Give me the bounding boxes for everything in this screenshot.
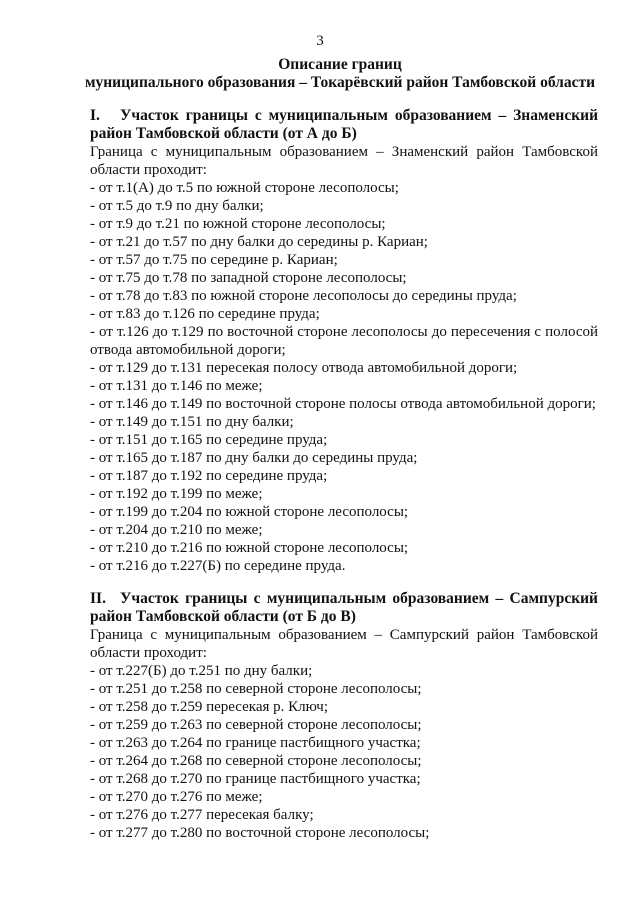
list-item: - от т.5 до т.9 по дну балки; [90,198,264,214]
section-intro: Граница с муниципальным образованием – Сампурский район Тамбовской области проходит: [90,627,598,661]
list-item: - от т.21 до т.57 по дну балки до середины р. Кариан; [90,234,428,250]
list-item: - от т.227(Б) до т.251 по дну балки; [90,663,313,679]
document-title-line-2: муниципального образования – Токарёвский район Тамбовской области [84,74,596,91]
list-item: - от т.149 до т.151 по дну балки; [90,414,294,430]
list-item: - от т.199 до т.204 по южной стороне лесополосы; [90,504,409,520]
list-item: - от т.264 до т.268 по северной стороне лесополосы; [90,753,422,769]
list-item: - от т.270 до т.276 по меже; [90,789,263,805]
list-item: - от т.251 до т.258 по северной стороне лесополосы; [90,681,422,697]
list-item: - от т.83 до т.126 по середине пруда; [90,306,320,322]
list-item: - от т.258 до т.259 пересекая р. Ключ; [90,699,329,715]
section-intro: Граница с муниципальным образованием – Знаменский район Тамбовской области проходит: [90,144,598,178]
list-item: - от т.165 до т.187 по дну балки до середины пруда; [90,450,418,466]
list-item: - от т.131 до т.146 по меже; [90,378,263,394]
list-item: - от т.9 до т.21 по южной стороне лесополосы; [90,216,386,232]
list-item: - от т.259 до т.263 по северной стороне лесополосы; [90,717,422,733]
list-item: - от т.276 до т.277 пересекая балку; [90,807,314,823]
section-heading-text: Участок границы с муниципальным образованием – Знаменский район Тамбовской области (от А до Б) [90,107,598,142]
section-number: I. [90,107,100,124]
section-heading [90,107,598,143]
list-item: - от т.78 до т.83 по южной стороне лесополосы до середины пруда; [90,288,517,304]
list-item: - от т.192 до т.199 по меже; [90,486,263,502]
section-heading [90,590,598,626]
page-number: 3 [316,33,324,49]
section-2 [90,590,598,842]
list-item: - от т.126 до т.129 по восточной стороне лесополосы до пересечения с полосой отвода автомобильной дороги; [90,324,598,358]
list-item: - от т.75 до т.78 по западной стороне лесополосы; [90,270,407,286]
list-item: - от т.210 до т.216 по южной стороне лесополосы; [90,540,409,556]
boundary-list [90,179,598,575]
list-item: - от т.216 до т.227(Б) по середине пруда. [90,558,346,574]
list-item: - от т.151 до т.165 по середине пруда; [90,432,328,448]
list-item: - от т.204 до т.210 по меже; [90,522,263,538]
list-item: - от т.263 до т.264 по границе пастбищного участка; [90,735,421,751]
list-item: - от т.277 до т.280 по восточной стороне лесополосы; [90,825,430,841]
document-title-line-1: Описание границ [278,56,402,73]
document-title [60,56,620,92]
list-item: - от т.129 до т.131 пересекая полосу отвода автомобильной дороги; [90,360,518,376]
list-item: - от т.146 до т.149 по восточной стороне полосы отвода автомобильной дороги; [90,396,596,412]
section-number: II. [90,590,106,607]
list-item: - от т.1(А) до т.5 по южной стороне лесополосы; [90,180,399,196]
list-item: - от т.187 до т.192 по середине пруда; [90,468,328,484]
list-item: - от т.57 до т.75 по середине р. Кариан; [90,252,338,268]
section-heading-text: Участок границы с муниципальным образованием – Сампурский район Тамбовской области (от Б до В) [90,590,598,625]
section-1 [90,107,598,575]
boundary-list [90,662,598,842]
list-item: - от т.268 до т.270 по границе пастбищного участка; [90,771,421,787]
